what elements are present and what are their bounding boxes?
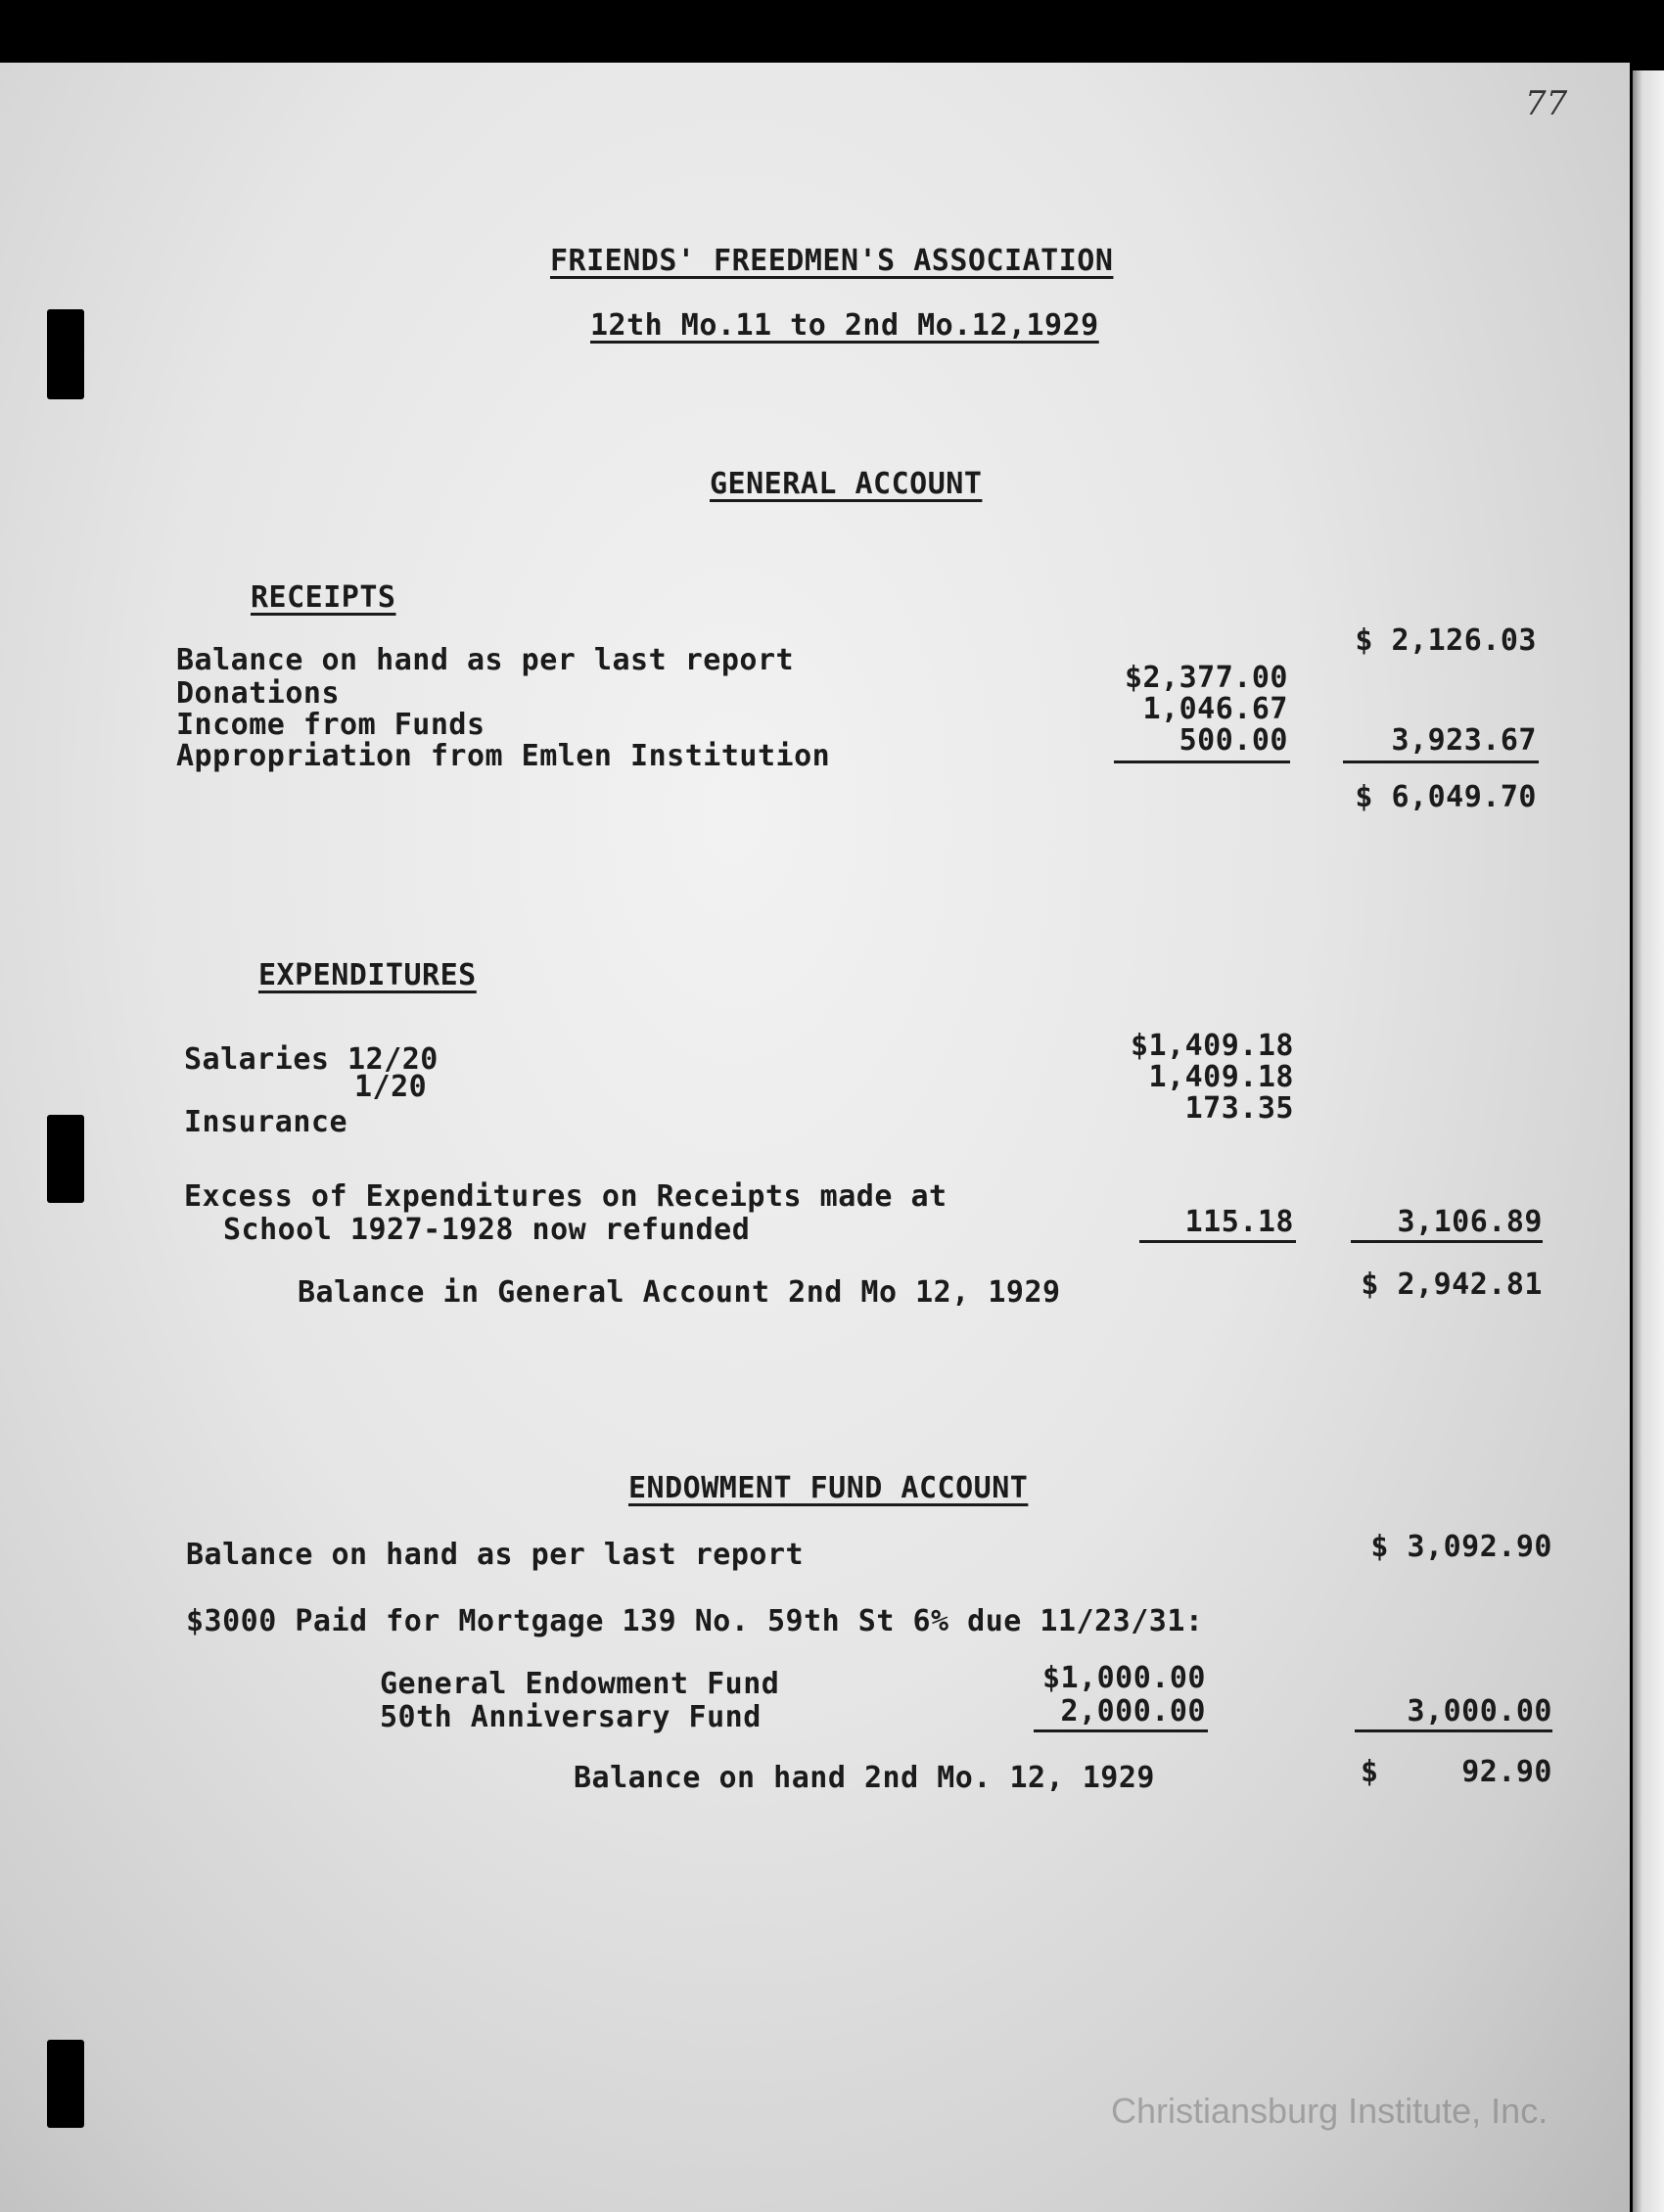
receipt-item-amount: $2,377.00 xyxy=(1124,661,1288,695)
receipts-grand-total: $ 6,049.70 xyxy=(1355,780,1537,814)
page-number: 77 xyxy=(1525,84,1568,123)
excess-label-1: Excess of Expenditures on Receipts made at xyxy=(184,1179,948,1214)
endowment-item-amount: $1,000.00 xyxy=(1041,1661,1206,1695)
salaries-label: Salaries 12/20 xyxy=(184,1042,439,1077)
expenditures-total-rule xyxy=(1351,1240,1543,1243)
receipt-item-label: Donations xyxy=(176,676,341,711)
receipt-item-amount: 1,046.67 xyxy=(1142,692,1288,726)
expenditures-heading: EXPENDITURES xyxy=(258,958,477,992)
insurance-label: Insurance xyxy=(184,1105,348,1139)
general-account-title: GENERAL ACCOUNT xyxy=(710,467,983,501)
endowment-subtotal-rule xyxy=(1034,1729,1208,1732)
excess-label-2: School 1927-1928 now refunded xyxy=(223,1213,751,1247)
salaries-amount-1: $1,409.18 xyxy=(1130,1029,1294,1063)
endowment-title: ENDOWMENT FUND ACCOUNT xyxy=(628,1471,1029,1505)
endowment-total-rule xyxy=(1355,1729,1552,1732)
general-balance-amount: $ 2,942.81 xyxy=(1361,1267,1543,1302)
mortgage-label: $3000 Paid for Mortgage 139 No. 59th St 6% due 11/23/31: xyxy=(186,1604,1204,1638)
receipt-item-amount: 500.00 xyxy=(1179,723,1288,758)
endowment-item-amount: 2,000.00 xyxy=(1060,1694,1206,1728)
receipts-subtotal-rule xyxy=(1114,760,1290,763)
endowment-final-label: Balance on hand 2nd Mo. 12, 1929 xyxy=(574,1761,1155,1795)
receipts-total-rule xyxy=(1343,760,1539,763)
salaries-label-2: 1/20 xyxy=(354,1070,428,1104)
receipt-item-label: Income from Funds xyxy=(176,708,485,742)
org-title: FRIENDS' FREEDMEN'S ASSOCIATION xyxy=(550,244,1114,278)
binder-hole-middle xyxy=(47,1115,84,1203)
receipts-heading: RECEIPTS xyxy=(251,580,396,615)
watermark-text: Christiansburg Institute, Inc. xyxy=(1111,2091,1548,2131)
endowment-item-label: 50th Anniversary Fund xyxy=(380,1700,762,1734)
receipts-balance-label: Balance on hand as per last report xyxy=(176,643,795,677)
endowment-item-label: General Endowment Fund xyxy=(380,1667,780,1701)
binder-hole-bottom xyxy=(47,2040,84,2128)
endowment-balance-label: Balance on hand as per last report xyxy=(186,1538,805,1572)
report-period: 12th Mo.11 to 2nd Mo.12,1929 xyxy=(590,308,1099,343)
salaries-amount-2: 1,409.18 xyxy=(1148,1060,1294,1094)
expenditures-total: 3,106.89 xyxy=(1397,1205,1543,1239)
general-balance-label: Balance in General Account 2nd Mo 12, 1929 xyxy=(298,1275,1061,1310)
adjacent-page-edge xyxy=(1633,70,1664,2212)
receipts-items-total: 3,923.67 xyxy=(1391,723,1537,758)
document-page xyxy=(0,63,1630,2212)
endowment-balance-amount: $ 3,092.90 xyxy=(1370,1530,1552,1564)
excess-amount: 115.18 xyxy=(1184,1205,1294,1239)
insurance-amount: 173.35 xyxy=(1184,1091,1294,1126)
receipt-item-label: Appropriation from Emlen Institution xyxy=(176,739,831,773)
expenditures-subtotal-rule xyxy=(1139,1240,1296,1243)
endowment-final-amount: 92.90 xyxy=(1461,1755,1552,1789)
binder-hole-top xyxy=(47,309,84,399)
receipts-balance-total: $ 2,126.03 xyxy=(1355,623,1537,658)
endowment-final-dollar: $ xyxy=(1361,1755,1379,1789)
endowment-items-total: 3,000.00 xyxy=(1407,1694,1552,1728)
